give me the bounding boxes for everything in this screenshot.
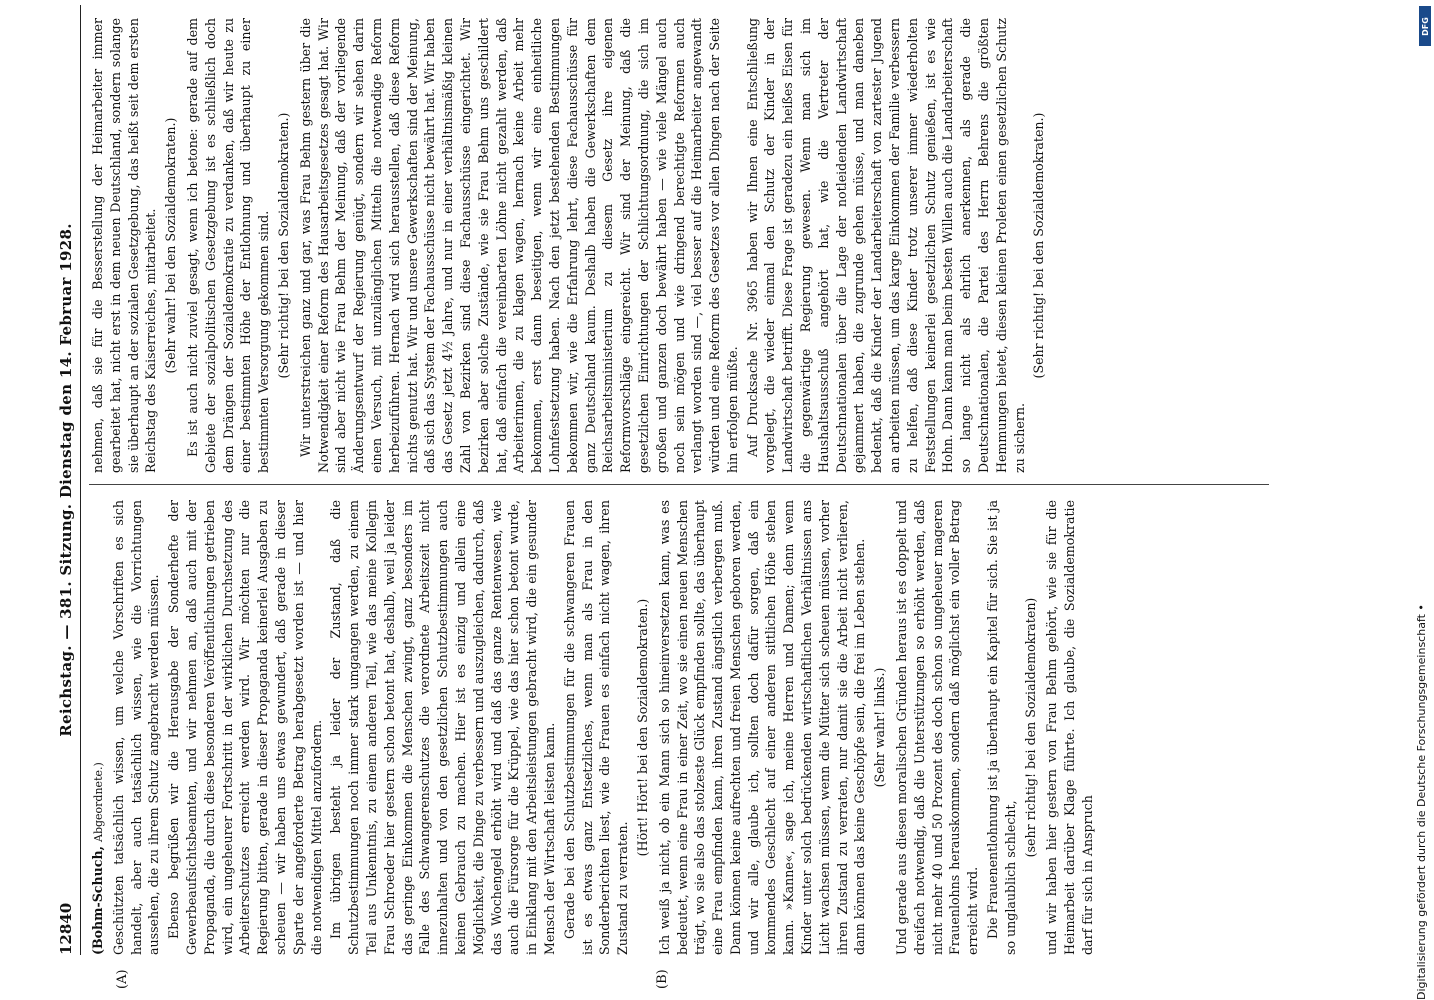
left-column [89,500,1269,955]
paragraph: Im übrigen besteht ja leider der Zustand, daß die Schutzbestimmungen noch immer stark umgangen werden, zu einem Teil aus Unkenntnis, zu einem anderen Teil, wie das meine Kollegin Frau Schroeder hier gestern schon betont hat, deshalb, weil ja leider das geringe Einkommen die Menschen zwingt, ganz besonders im Falle des Schwangerenschutzes die verordnete Arbeitszeit nicht innezuhalten und von den gesetzlichen Schutzbestimmungen auch keinen Gebrauch zu machen. Hier ist es einzig und allein eine Möglichkeit, die Dinge zu verbessern und auszugleichen, dadurch, daß das Wochengeld erhöht wird und daß das ganze Rentenwesen, wie auch die Fürsorge für die Krüppel, wie das hier schon betont wurde, in Einklang mit den Arbeitsleistungen gebracht wird, die ein gesunder Mensch der Wirtschaft leisten kann. [328,500,557,955]
paragraph: Gerade bei den Schutzbestimmungen für die schwangeren Frauen ist es etwas ganz Entsetzliches, wenn man als Frau in den Sonderberichten liest, wie die Frauen es einfach nicht wagen, ihren Zustand zu verraten. [561,500,631,955]
paragraph: nehmen, daß sie für die Besserstellung der Heimarbeiter immer gearbeitet hat, nicht erst in dem neuen Deutschland, sondern solange sie überhaupt an der sozialen Gesetzgebung, das heißt seit dem ersten Reichstag des Kaiserreiches, mitarbeitet. [90,18,159,473]
interjection: (sehr richtig! bei den Sozialdemokraten) [1022,597,1038,858]
speaker-line [89,500,108,955]
interjection: (Sehr wahr! bei den Sozialdemokraten.) [163,117,179,374]
interjection: (Sehr wahr! links.) [872,667,888,788]
running-title: Reichstag. — 381. Sitzung. Dienstag den 14. Februar 1928. [57,223,75,737]
column-divider [89,484,1269,485]
interjection: (Sehr richtig! bei den Sozialdemokraten.) [275,112,291,379]
paragraph: Es ist auch nicht zuviel gesagt, wenn ich betone: gerade auf dem Gebiete der sozialpolitischen Gesetzgebung ist es schließlich doch dem Drängen der Sozialdemokratie zu verdanken, daß wir heute zu einer bestimmten Höhe der Entlohnung und überhaupt zu einer bestimmten Versorgung gekommen sind. [184,18,272,473]
paragraph: Ich weiß ja nicht, ob ein Mann sich so hineinversetzen kann, was es bedeutet, wenn eine Frau in einer Zeit, wo sie einen neuen Menschen trägt, wo sie also das stolzeste Glück empfinden sollte, das überhaupt eine Frau empfinden kann, ihren Zustand ängstlich verbergen muß. Dann können keine aufrechten und freien Menschen geboren werden, und wir alle, glaube ich, sollten doch dafür sorgen, daß ein kommendes Geschlecht auf einer anderen sittlichen Höhe stehen kann. »Kanne«, sage ich, meine Herren und Damen; denn wenn Kinder unter solch bedrückenden wirtschaftlichen Verhältnissen ans Licht wachsen müssen, wenn die Mütter sich scheuen müssen, vorher ihren Zustand zu verraten, nur damit sie die Arbeit nicht verlieren, dann können das keine Geschöpfe sein, die frei im Leben stehen. [656,500,868,955]
digitization-sidebar [1405,8,1433,1000]
page-number: 12840 [57,902,75,955]
running-header [55,5,81,955]
speaker-name: (Bohm-Schuch, [90,846,105,955]
rotated-page [55,5,1315,989]
paragraph: Auf Drucksache Nr. 3965 haben wir Ihnen eine Entschließung vorgelegt, die wieder einmal den Schutz der Kinder in der Landwirtschaft betrifft. Diese Frage ist geradezu ein heißes Eisen für die gegenwärtige Regierung gewesen. Wenn man sich im Haushaltsausschuß angehört hat, wie die Vertreter der Deutschnationalen über die Lage der notleidenden Landwirtschaft gejammert haben, die zugrunde gehen müsse, und man daneben bedenkt, daß die Kinder der Landarbeiterschaft von zartester Jugend an arbeiten müssen, um das karge Einkommen der Familie verbessern zu helfen, daß diese Kinder trotz unserer immer wiederholten Feststellungen keinerlei gesetzlichen Schutz genießen, ist es wie Hohn. Dann kann man beim besten Willen auch die Landarbeiterschaft so lange nicht als ehrlich anerkennen, als gerade die Deutschnationalen, die Partei des Herrn Behrens die größten Hemmungen bietet, diesen kleinen Proleten einen gesetzlichen Schutz zu sichern. [744,18,1027,473]
margin-marker-a: (A) [115,969,130,989]
paragraph: Die Frauenentlohnung ist ja überhaupt ein Kapitel für sich. Sie ist ja so unglaublich schlecht, [985,500,1018,955]
margin-marker-b: (B) [655,969,670,989]
paragraph: Und gerade aus diesen moralischen Gründen heraus ist es doppelt und dreifach notwendig, daß die Unterstützungen so erhöht werden, daß nicht mehr 40 und 50 Prozent des doch schon so ungeheuer mageren Frauenlohns herauskommen, sondern daß möglichst ein voller Betrag erreicht wird. [894,500,981,955]
dfg-logo-icon [1419,6,1431,46]
speaker-role: Abgeordnete.) [92,762,105,842]
paragraph: Geschützten tatsächlich wissen, um welche Vorschriften es sich handelt, aber auch tatsächlich wissen, wie die Vorrichtungen aussehen, die zu ihrem Schutz angebracht werden müssen. [110,500,162,955]
interjection: (Sehr richtig! bei den Sozialdemokraten.) [1031,112,1047,379]
interjection: (Hört! Hört! bei den Sozialdemokraten.) [634,598,650,857]
dfg-logo-text: DFG [1420,16,1430,36]
paragraph: Ebenso begrüßen wir die Herausgabe der Sonderhefte der Gewerbeaufsichtsbeamten, und wir nehmen an, daß auch mit der Propaganda, die durch diese besonderen Veröffentlichungen getrieben wird, ein ungeheurer Fortschritt in der wirklichen Durchsetzung des Arbeiterschutzes erreicht werden wird. Wir möchten nur die Regierung bitten, gerade in dieser Propaganda keinerlei Ausgaben zu scheuen — wir haben uns etwas gewundert, daß gerade in dieser Sparte der angeforderte Betrag herabgesetzt worden ist — und hier die notwendigen Mittel anzufordern. [166,500,324,955]
right-column [89,18,1269,473]
paragraph: Wir unterstreichen ganz und gar, was Frau Behm gestern über die Notwendigkeit einer Reform des Hausarbeitsgesetzes gesagt hat. Wir sind aber nicht wie Frau Behm der Meinung, daß der vorliegende Änderungsentwurf der Regierung genügt, sondern wir sehen darin einen Versuch, mit unzulänglichen Mitteln die notwendige Reform herbeizuführen. Hernach wird sich herausstellen, daß diese Reform nichts genutzt hat. Wir und unsere Gewerkschaften sind der Meinung, daß sich das System der Fachausschüsse nicht bewährt hat. Wir haben das Gesetz jetzt 4½ Jahre, und nur in einer verhältnismäßig kleinen Zahl von Bezirken sind diese Fachausschüsse eingerichtet. Wir bezirken aber solche Zustände, wie sie Frau Behm uns geschildert hat, daß einfach die vereinbarten Löhne nicht gezahlt werden, daß Arbeiterinnen, die zu klagen wagen, hernach keine Arbeit mehr bekommen, erst dann beseitigen, wenn wir eine einheitliche Lohnfestsetzung haben. Nach den jetzt bestehenden Bestimmungen bekommen wir, wie die Erfahrung lehrt, diese Fachausschüsse für ganz Deutschland kaum. Deshalb haben die Gewerkschaften dem Reichsarbeitsministerium zu diesem Gesetz ihre eigenen Reformvorschläge eingereicht. Wir sind der Meinung, daß die gesetzlichen Einrichtungen der Schlichtungsordnung, die sich im großen und ganzen doch bewährt haben — wie viele Mängel auch noch sein mögen und wie dringend berechtigte Reformen auch verlangt worden sind —, viel besser auf die Heimarbeiter angewandt würden und eine Reform des Gesetzes vor allen Dingen nach der Seite hin erfolgen müßte. [297,18,740,473]
digitization-credit: Digitalisierung gefördert durch die Deutsche Forschungsgemeinschaft • [1415,604,1428,1000]
paragraph: und wir haben hier gestern von Frau Behm gehört, wie sie für die Heimarbeit darüber Klage führte. Ich glaube, die Sozialdemokratie darf für sich in Anspruch [1044,500,1096,955]
